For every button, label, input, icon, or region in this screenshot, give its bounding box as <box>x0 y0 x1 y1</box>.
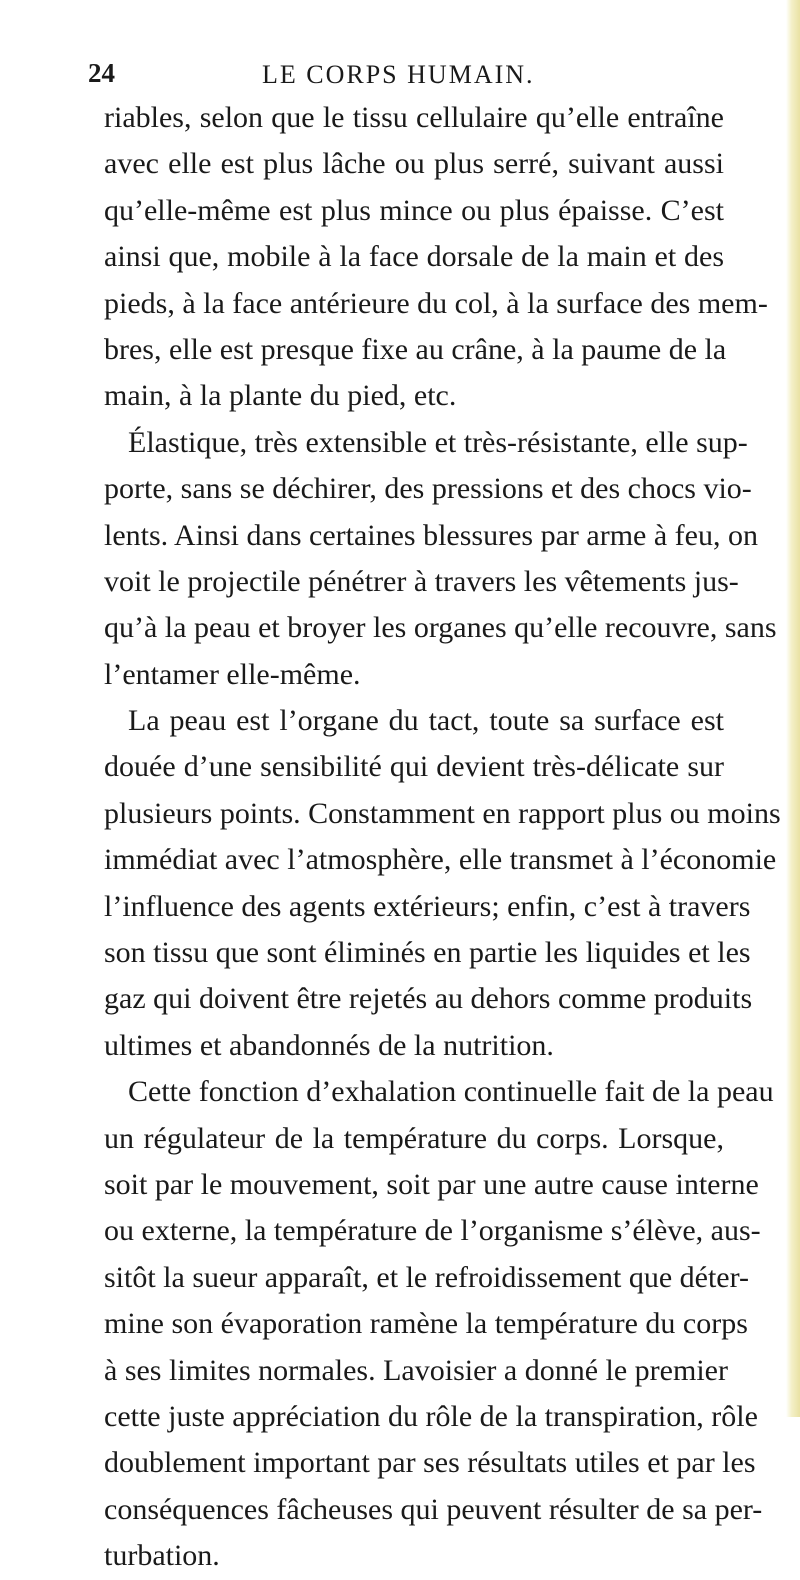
text-line: qu’elle-même est plus mince ou plus épaisse. C’est <box>104 193 724 227</box>
text-line: voit le projectile pénétrer à travers les vêtements jus- <box>104 564 739 598</box>
text-line: ou externe, la température de l’organisme s’élève, aus- <box>104 1214 761 1248</box>
paragraph-end-line: l’entamer elle-même. <box>104 657 361 691</box>
text-line: à ses limites normales. Lavoisier a donné le premier <box>104 1353 728 1387</box>
text-line: douée d’une sensibilité qui devient très-délicate sur <box>104 750 724 784</box>
text-line: son tissu que sont éliminés en partie les liquides et les <box>104 936 751 970</box>
paragraph-start-line: La peau est l’organe du tact, toute sa surface est <box>128 704 724 738</box>
text-line: lents. Ainsi dans certaines blessures par arme à feu, on <box>104 518 758 552</box>
paragraph-start-line: Cette fonction d’exhalation continuelle fait de la peau <box>128 1075 774 1109</box>
paragraph-end-line: ultimes et abandonnés de la nutrition. <box>104 1028 554 1062</box>
paragraph-end-line: main, à la plante du pied, etc. <box>104 379 457 413</box>
text-line: soit par le mouvement, soit par une autre cause interne <box>104 1167 759 1201</box>
text-line: avec elle est plus lâche ou plus serré, suivant aussi <box>104 147 724 181</box>
text-line: l’influence des agents extérieurs; enfin, c’est à travers <box>104 889 751 923</box>
text-line: pieds, à la face antérieure du col, à la surface des mem- <box>104 286 768 320</box>
body-text <box>104 95 781 1580</box>
running-title: LE CORPS HUMAIN. <box>262 60 535 89</box>
text-line: bres, elle est presque fixe au crâne, à la paume de la <box>104 332 727 366</box>
page-header <box>88 58 714 98</box>
text-line: gaz qui doivent être rejetés au dehors comme produits <box>104 982 753 1016</box>
text-line: cette juste appréciation du rôle de la transpiration, rôle <box>104 1399 758 1433</box>
text-line: doublement important par ses résultats utiles et par les <box>104 1446 756 1480</box>
text-line: mine son évaporation ramène la température du corps <box>104 1307 748 1341</box>
text-line: ainsi que, mobile à la face dorsale de la main et des <box>104 240 724 274</box>
page-number: 24 <box>88 58 115 88</box>
paragraph-end-line: turbation. <box>104 1539 220 1573</box>
text-line: plusieurs points. Constamment en rapport plus ou moins <box>104 796 781 830</box>
text-line: qu’à la peau et broyer les organes qu’elle recouvre, sans <box>104 611 777 645</box>
paragraph-start-line: Élastique, très extensible et très-résistante, elle sup- <box>128 425 748 459</box>
text-line: immédiat avec l’atmosphère, elle transmet à l’économie <box>104 843 777 877</box>
text-line: porte, sans se déchirer, des pressions et des chocs vio- <box>104 472 752 506</box>
page-edge <box>786 0 800 1417</box>
text-line: conséquences fâcheuses qui peuvent résulter de sa per- <box>104 1492 763 1526</box>
text-line: riables, selon que le tissu cellulaire qu’elle entraîne <box>104 101 724 134</box>
text-line: un régulateur de la température du corps. Lorsque, <box>104 1121 724 1155</box>
text-line: sitôt la sueur apparaît, et le refroidissement que déter- <box>104 1260 749 1294</box>
